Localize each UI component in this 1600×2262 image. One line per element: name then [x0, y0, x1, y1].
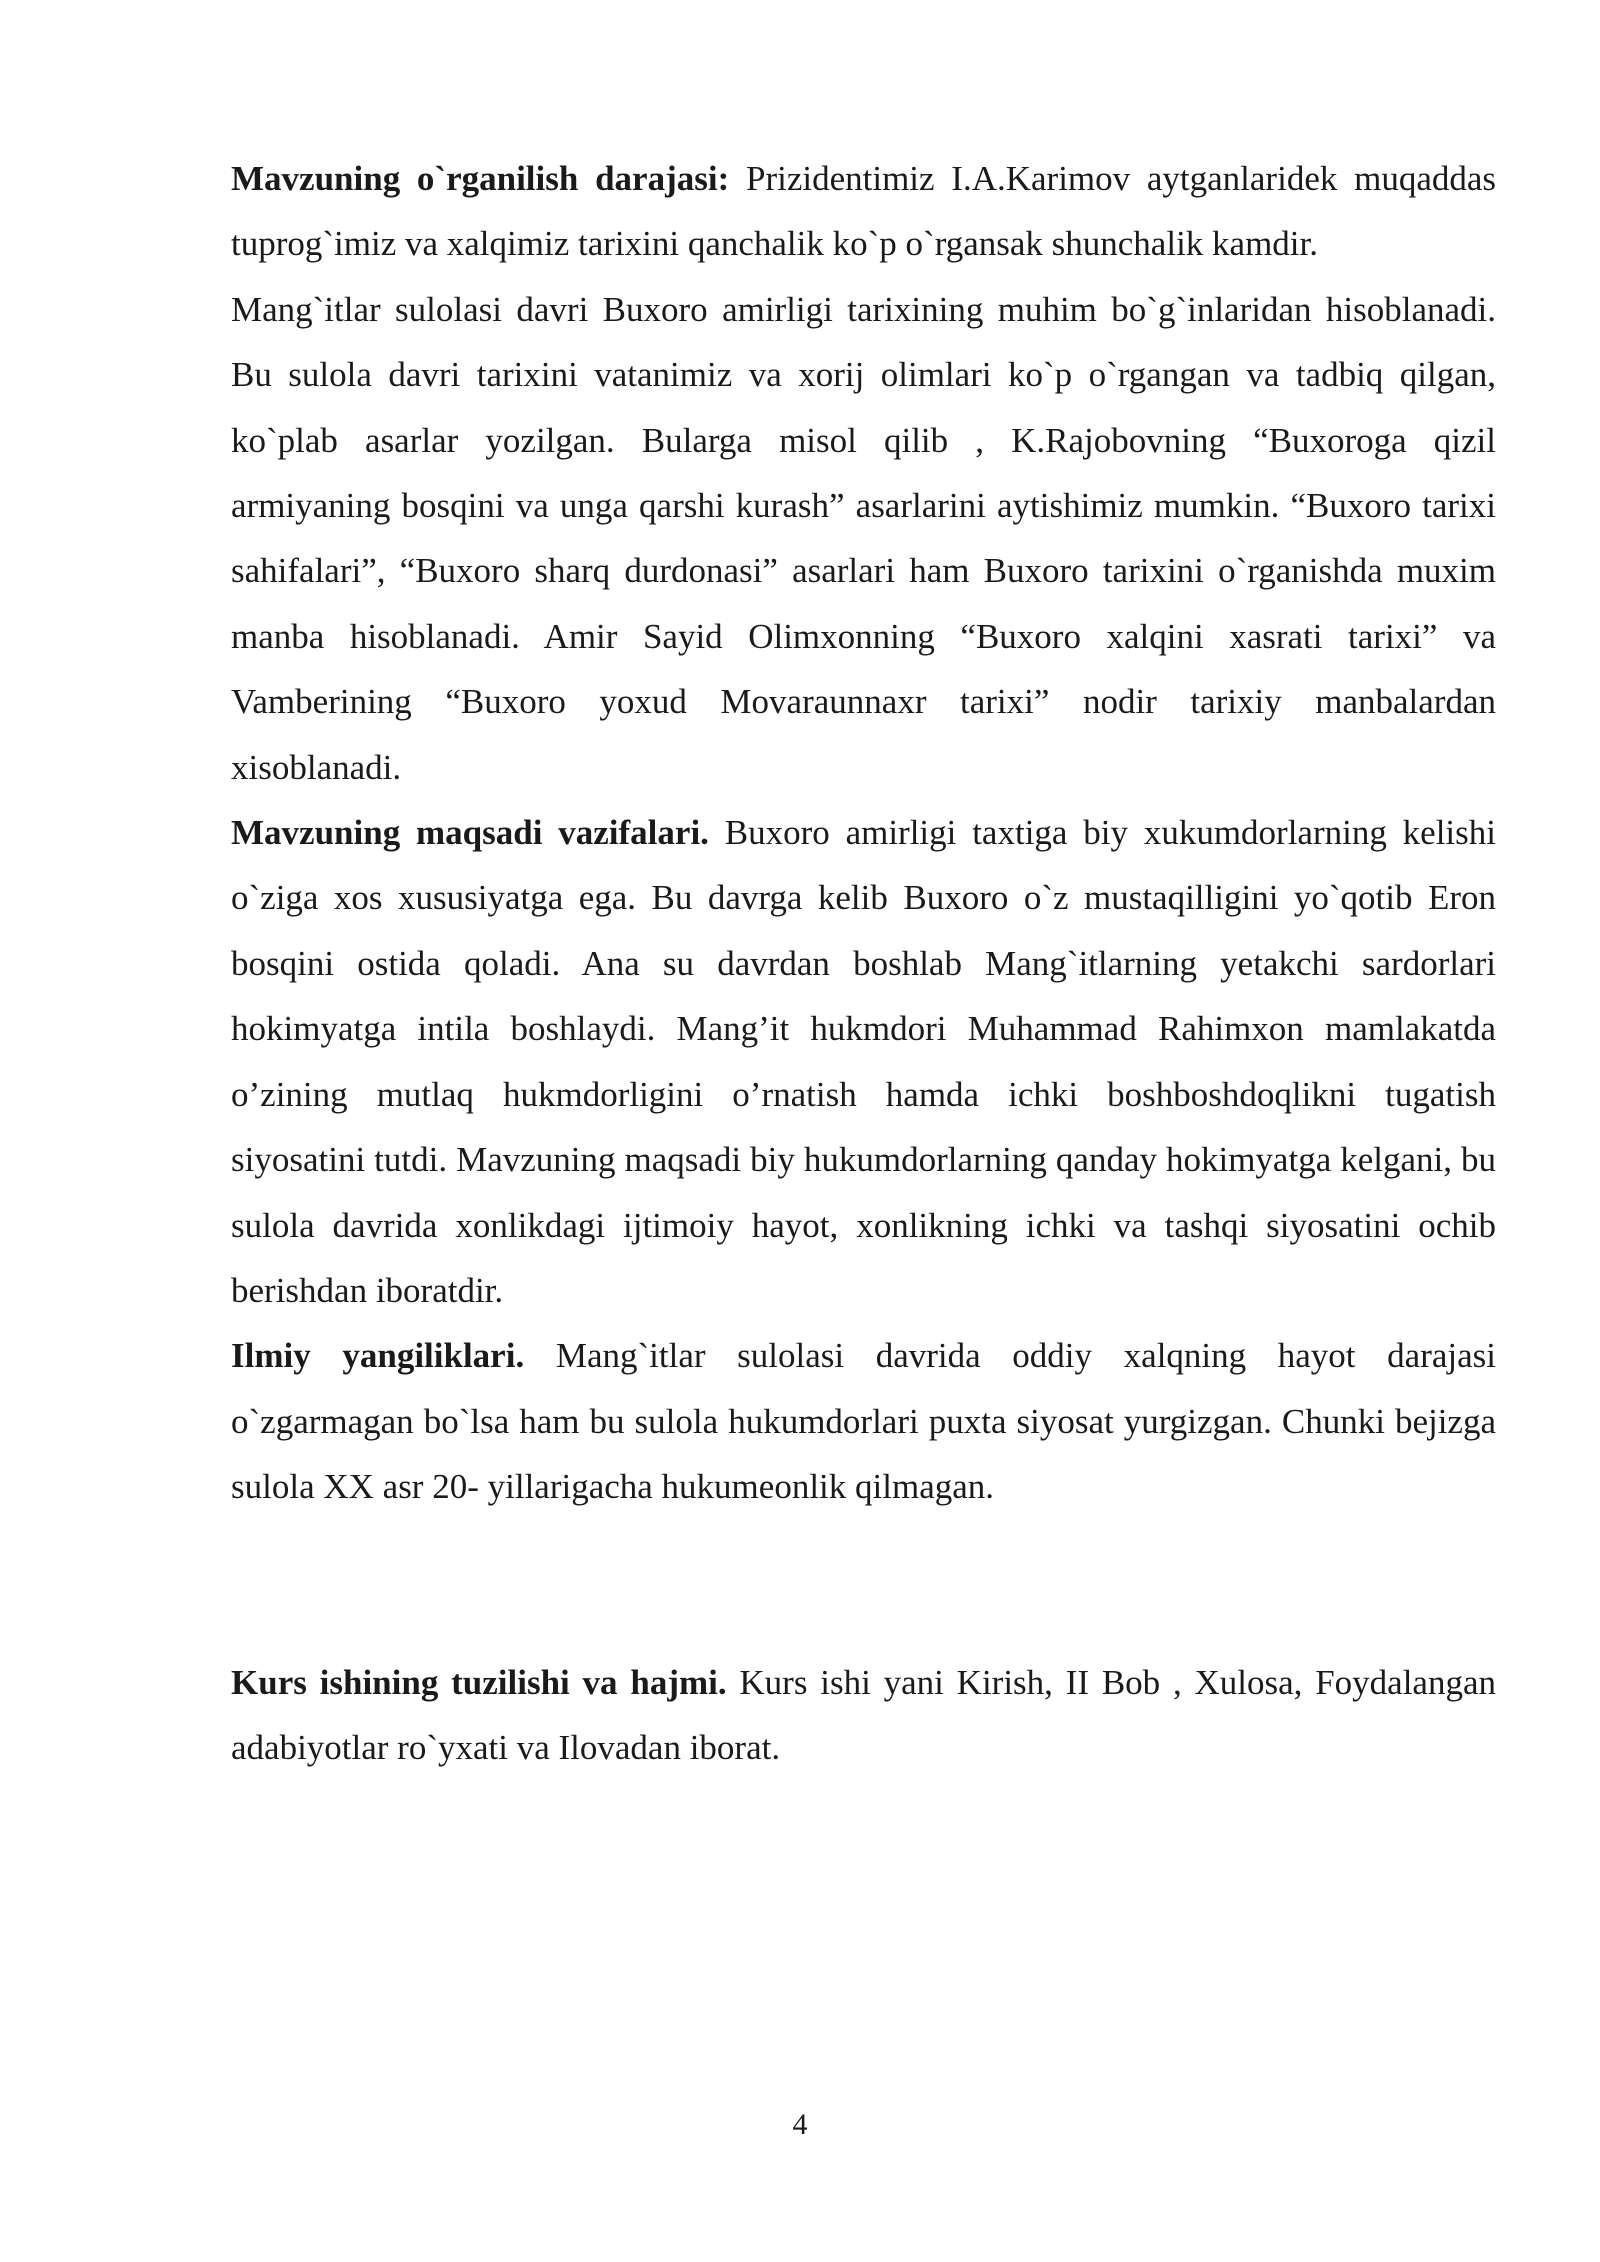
paragraph-heading: Mavzuning o`rganilish darajasi: [231, 159, 730, 198]
paragraph-heading: Mavzuning maqsadi vazifalari. [231, 813, 709, 853]
paragraph-literature-review [231, 277, 1496, 800]
paragraph-study-level [231, 146, 1496, 277]
paragraph-spacer [231, 1520, 1496, 1650]
paragraph-text: Mang`itlar sulolasi davrida oddiy xalqning hayot darajasi o`zgarmagan bo`lsa ham bu sulola hukumdorlari puxta siyosat yurgizgan. Chunki bejizga sulola XX asr 20- yillarigacha hukumeonlik qilmagan. [231, 1336, 1496, 1507]
paragraph-novelty [231, 1323, 1496, 1519]
document-body [231, 146, 1496, 1780]
paragraph-text: Buxoro amirligi taxtiga biy xukumdorlarning kelishi o`ziga xos xususiyatga ega. Bu davrga kelib Buxoro o`z mustaqilligini yo`qotib Eron bosqini ostida qoladi. Ana su davrdan boshlab Mang`itlarning yetakchi sardorlari hokimyatga intila boshlaydi. Mang’it hukmdori Muhammad Rahimxon mamlakatda o’zining mutlaq hukmdorligini o’rnatish hamda ichki boshboshdoqlikni tugatish siyosatini tutdi. Mavzuning maqsadi biy hukumdorlarning qanday hokimyatga kelgani, bu sulola davrida xonlikdagi ijtimoiy hayot, xonlikning ichki va tashqi siyosatini ochib berishdan iboratdir. [231, 813, 1496, 1310]
paragraph-text: Prizidentimiz I.A.Karimov aytganlaridek muqaddas tuprog`imiz va xalqimiz tarixini qanchalik ko`p o`rgansak shunchalik kamdir. [231, 159, 1497, 264]
paragraph-heading: Ilmiy yangiliklari. [231, 1336, 525, 1376]
paragraph-goals [231, 800, 1496, 1323]
paragraph-text: Mang`itlar sulolasi davri Buxoro amirligi tarixining muhim bo`g`inlaridan hisoblanadi. Bu sulola davri tarixini vatanimiz va xorij olimlari ko`p o`rgangan va tadbiq qilgan, ko`plab asarlar yozilgan. Bularga misol qilib , K.Rajobovning “Buxoroga qizil armiyaning bosqini va unga qarshi kurash” asarlarini aytishimiz mumkin. “Buxoro tarixi sahifalari”, “Buxoro sharq durdonasi” asarlari ham Buxoro tarixini o`rganishda muxim manba hisoblanadi. Amir Sayid Olimxonning “Buxoro xalqini xasrati tarixi” va Vamberining “Buxoro yoxud Movaraunnaxr tarixi” nodir tarixiy manbalardan xisoblanadi. [231, 289, 1496, 787]
paragraph-heading: Kurs ishining tuzilishi va hajmi. [231, 1662, 727, 1702]
paragraph-structure [231, 1650, 1496, 1781]
page-number: 4 [792, 2108, 808, 2141]
paragraph-text: Kurs ishi yani Kirish, II Bob , Xulosa, Foydalangan adabiyotlar ro`yxati va Ilovadan iborat. [231, 1662, 1497, 1767]
